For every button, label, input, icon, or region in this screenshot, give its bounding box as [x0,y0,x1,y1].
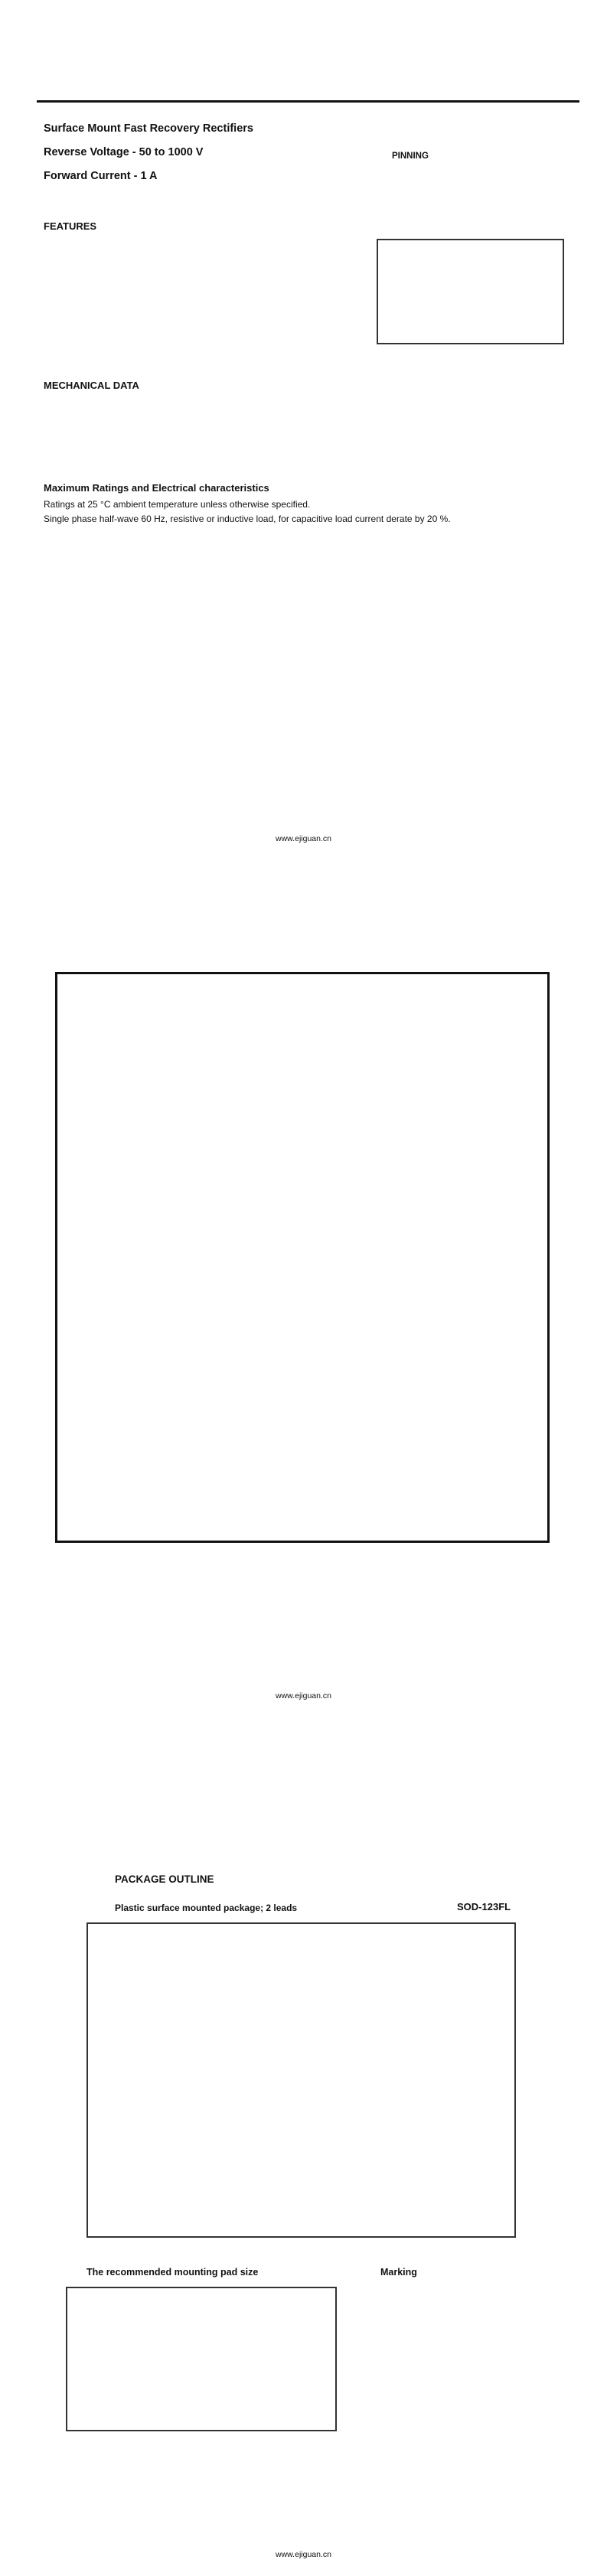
pad-size-heading: The recommended mounting pad size [86,2267,259,2278]
package-outline-box [377,239,564,344]
ratings-condition-2: Single phase half-wave 60 Hz, resistive or inductive load, for capacitive load current derate by 20 %. [44,514,451,524]
package-name: SOD-123FL [457,1901,511,1912]
ratings-heading: Maximum Ratings and Electrical characteristics [44,482,269,494]
mechanical-heading: MECHANICAL DATA [44,380,139,391]
package-outline-heading: PACKAGE OUTLINE [115,1873,214,1885]
fig4-title [310,1172,555,1194]
fig3-forward-characteristics [73,1172,318,1194]
pinning-heading: PINNING [392,152,429,161]
package-subheading: Plastic surface mounted package; 2 leads [115,1903,298,1913]
header-rule [37,100,579,103]
features-heading: FEATURES [44,220,97,232]
fig5-surge-current [73,1361,318,1382]
page3-footer-url: www.ejiguan.cn [276,2550,331,2559]
page2-footer-url: www.ejiguan.cn [276,1691,331,1700]
marking-heading: Marking [380,2267,417,2278]
fig4-junction-capacitance [310,1172,555,1194]
page1-footer-url: www.ejiguan.cn [276,834,331,843]
product-family: Surface Mount Fast Recovery Rectifiers [44,122,253,135]
outline-drawing-box [86,1922,516,2238]
ratings-condition-1: Ratings at 25 °C ambient temperature unless otherwise specified. [44,499,311,510]
reverse-voltage-line: Reverse Voltage - 50 to 1000 V [44,146,204,158]
figures-box [55,972,550,1543]
fig5-title [73,1361,318,1382]
fig3-title [73,1172,318,1194]
forward-current-line: Forward Current - 1 A [44,170,158,182]
pad-drawing-box [66,2287,337,2431]
